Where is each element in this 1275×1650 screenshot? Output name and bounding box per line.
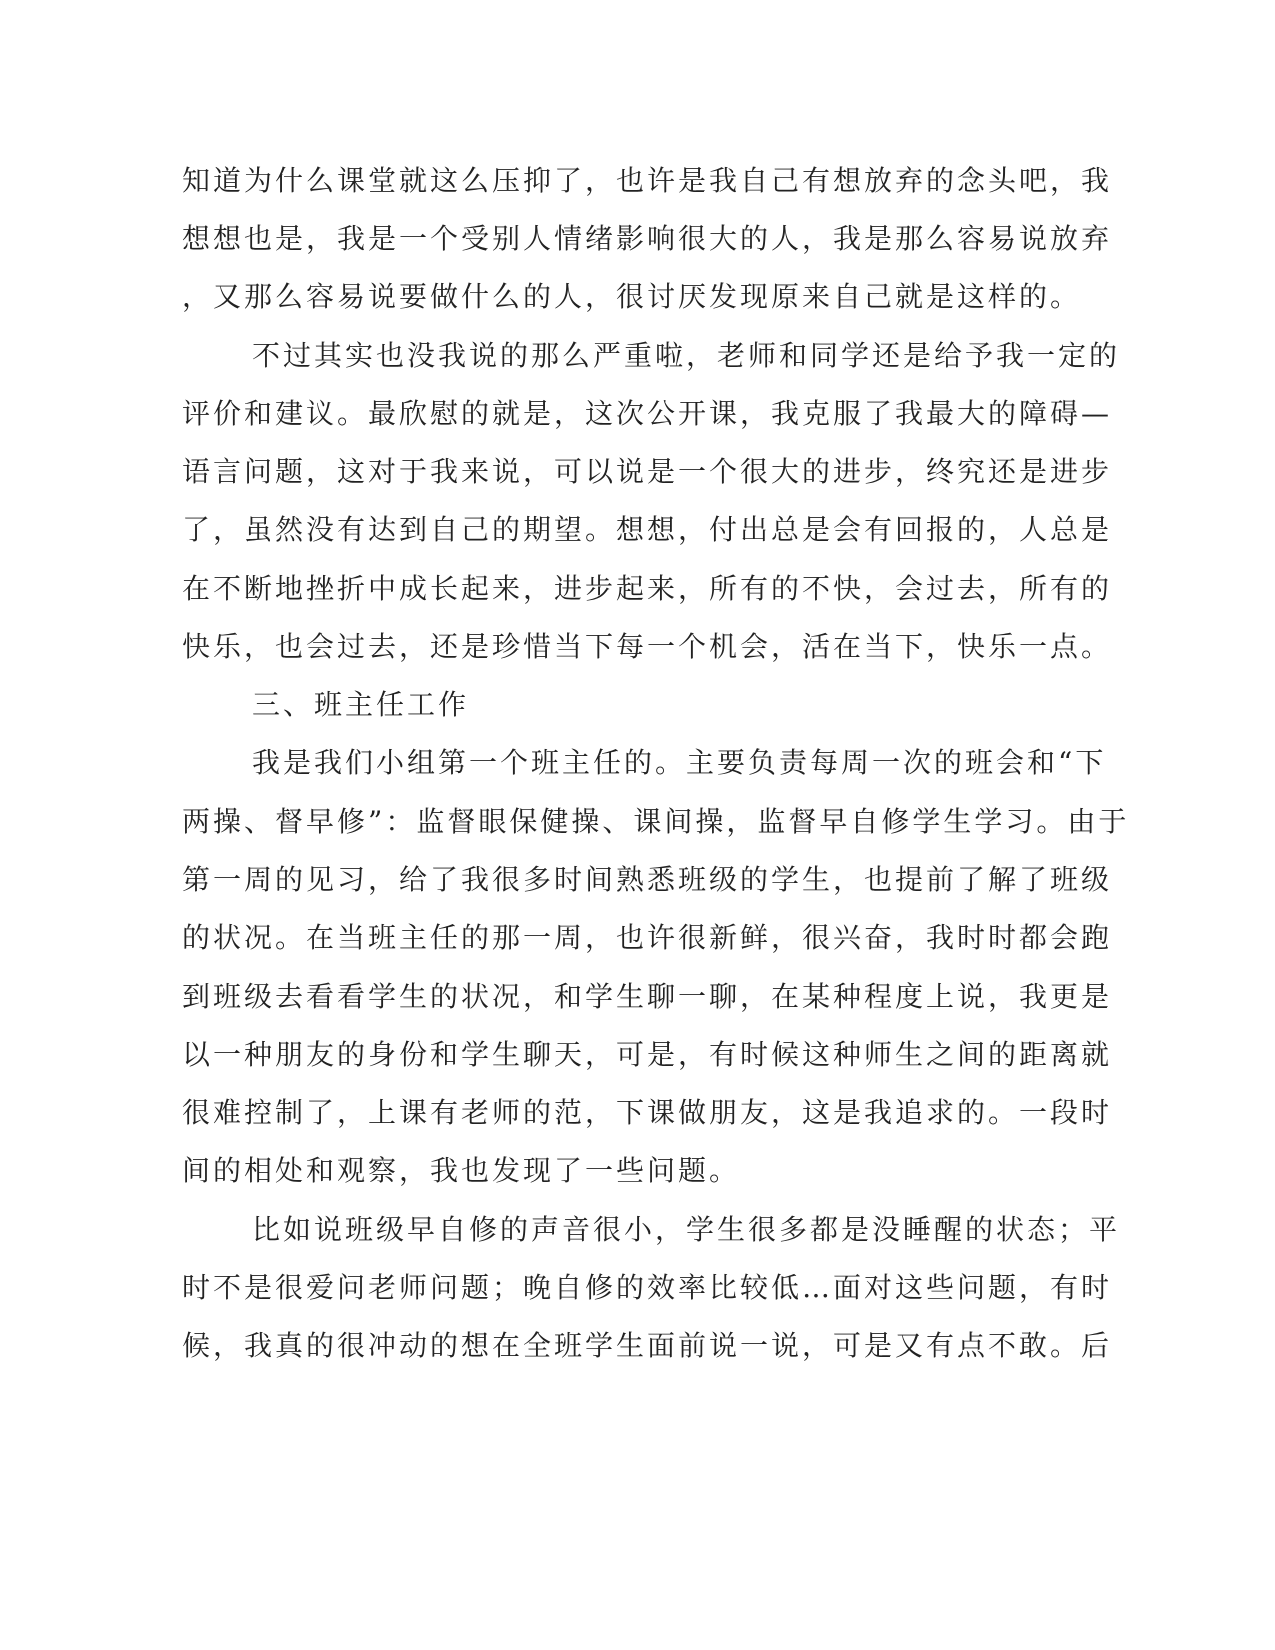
text-line: 在不断地挫折中成长起来，进步起来，所有的不快，会过去，所有的 [182, 572, 1113, 605]
text-line: 间的相处和观察，我也发现了一些问题。 [182, 1154, 741, 1187]
text-line: 到班级去看看学生的状况，和学生聊一聊，在某种程度上说，我更是 [182, 980, 1113, 1013]
section-heading: 三、班主任工作 [252, 688, 470, 721]
text-line: 以一种朋友的身份和学生聊天，可是，有时候这种师生之间的距离就 [182, 1038, 1113, 1071]
text-line: 知道为什么课堂就这么压抑了，也许是我自己有想放弃的念头吧，我 [182, 164, 1113, 197]
text-line: 想想也是，我是一个受别人情绪影响很大的人，我是那么容易说放弃 [182, 222, 1113, 255]
paragraph-first-line: 比如说班级早自修的声音很小，学生很多都是没睡醒的状态；平 [252, 1213, 1121, 1246]
text-line: ，又那么容易说要做什么的人，很讨厌发现原来自己就是这样的。 [182, 280, 1082, 313]
text-line: 很难控制了，上课有老师的范，下课做朋友，这是我追求的。一段时 [182, 1096, 1113, 1129]
text-line: 语言问题，这对于我来说，可以说是一个很大的进步，终究还是进步 [182, 455, 1113, 488]
text-line: 快乐，也会过去，还是珍惜当下每一个机会，活在当下，快乐一点。 [182, 630, 1113, 663]
text-line: 候，我真的很冲动的想在全班学生面前说一说，可是又有点不敢。后 [182, 1329, 1113, 1362]
text-line: 两操、督早修”：监督眼保健操、课间操，监督早自修学生学习。由于 [182, 805, 1130, 838]
text-line: 时不是很爱问老师问题；晚自修的效率比较低…面对这些问题，有时 [182, 1271, 1113, 1304]
text-line: 了，虽然没有达到自己的期望。想想，付出总是会有回报的，人总是 [182, 513, 1113, 546]
text-line: 的状况。在当班主任的那一周，也许很新鲜，很兴奋，我时时都会跑 [182, 921, 1113, 954]
paragraph-first-line: 我是我们小组第一个班主任的。主要负责每周一次的班会和“下 [252, 746, 1107, 779]
text-line: 评价和建议。最欣慰的就是，这次公开课，我克服了我最大的障碍— [182, 397, 1113, 430]
paragraph-first-line: 不过其实也没我说的那么严重啦，老师和同学还是给予我一定的 [252, 339, 1121, 372]
text-line: 第一周的见习，给了我很多时间熟悉班级的学生，也提前了解了班级 [182, 863, 1113, 896]
